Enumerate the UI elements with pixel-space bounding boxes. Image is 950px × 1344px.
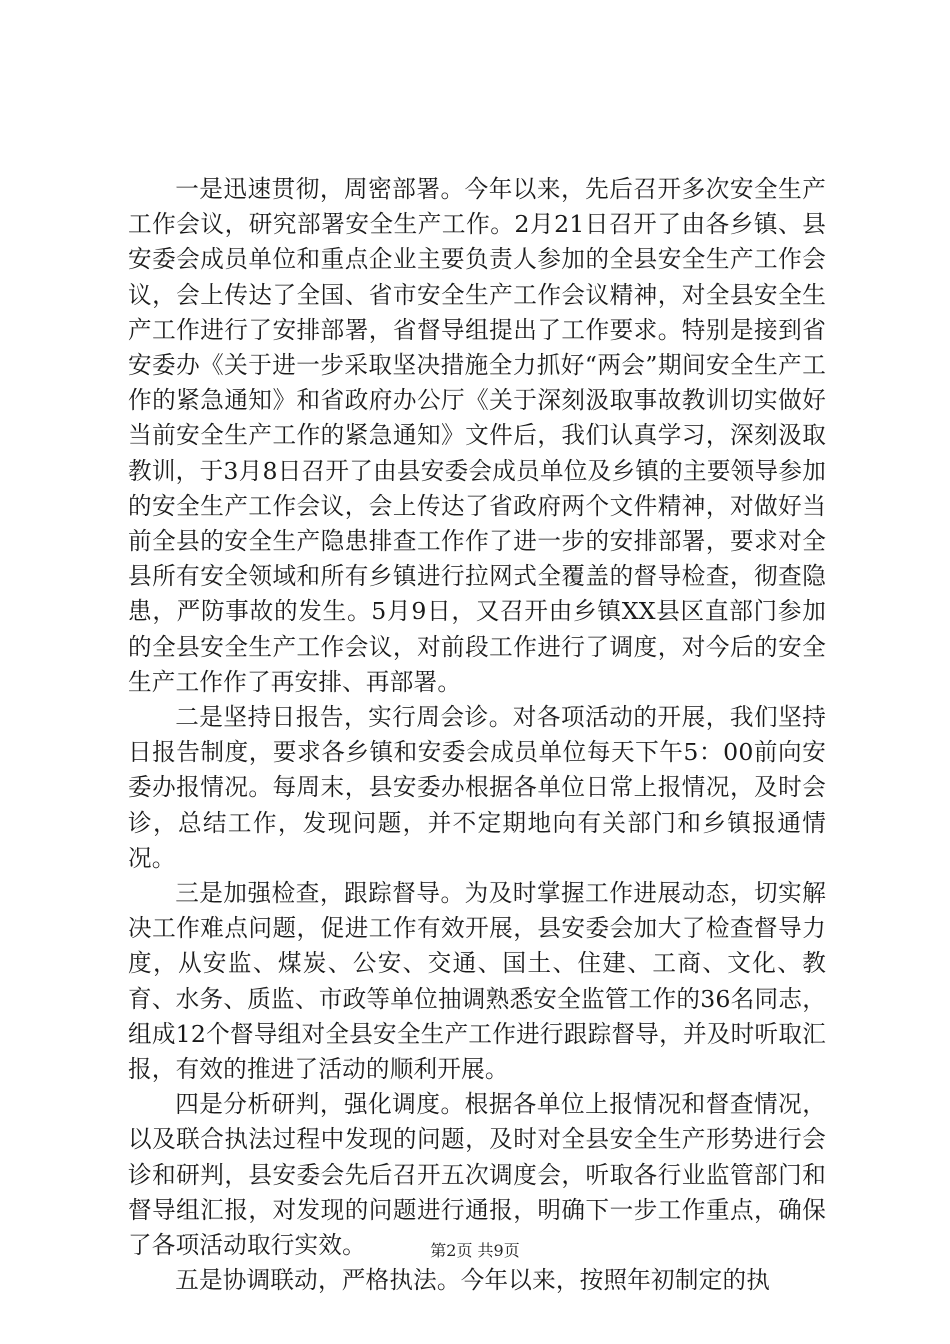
paragraph-5: 五是协调联动，严格执法。今年以来，按照年初制定的执 [175, 1266, 771, 1295]
paragraph-2: 二是坚持日报告，实行周会诊。对各项活动的开展，我们坚持日报告制度，要求各乡镇和安委会成员单位每天下午5：00前向安委办报情况。每周末，县安委办根据各单位日常上报情况，及时会诊，总结工作，发现问题，并不定期地向有关部门和乡镇报通情况。 [128, 703, 826, 872]
paragraph-1: 一是迅速贯彻，周密部署。今年以来，先后召开多次安全生产工作会议，研究部署安全生产工作。2月21日召开了由各乡镇、县安委会成员单位和重点企业主要负责人参加的全县安全生产工作会议，会上传达了全国、省市安全生产工作会议精神，对全县安全生产工作进行了安排部署，省督导组提出了工作要求。特别是接到省安委办《关于进一步采取坚决措施全力抓好“两会”期间安全生产工作的紧急通知》和省政府办公厅《关于深刻汲取事故教训切实做好当前安全生产工作的紧急通知》文件后，我们认真学习，深刻汲取教训，于3月8日召开了由县安委会成员单位及乡镇的主要领导参加的安全生产工作会议，会上传达了省政府两个文件精神，对做好当前全县的安全生产隐患排查工作作了进一步的安排部署，要求对全县所有安全领域和所有乡镇进行拉网式全覆盖的督导检查，彻查隐患，严防事故的发生。5月9日，又召开由乡镇XX县区直部门参加的全县安全生产工作会议，对前段工作进行了调度，对今后的安全生产工作作了再安排、再部署。 [128, 175, 826, 696]
paragraph-3: 三是加强检查，跟踪督导。为及时掌握工作进展动态，切实解决工作难点问题，促进工作有效开展，县安委会加大了检查督导力度，从安监、煤炭、公安、交通、国土、住建、工商、文化、教育、水务、质监、市政等单位抽调熟悉安全监管工作的36名同志，组成12个督导组对全县安全生产工作进行跟踪督导，并及时听取汇报，有效的推进了活动的顺利开展。 [128, 879, 826, 1084]
document-body [128, 172, 826, 1299]
page-footer: 第2页 共9页 [430, 1241, 520, 1260]
paragraph-4: 四是分析研判，强化调度。根据各单位上报情况和督查情况，以及联合执法过程中发现的问题，及时对全县安全生产形势进行会诊和研判，县安委会先后召开五次调度会，听取各行业监管部门和督导组汇报，对发现的问题进行通报，明确下一步工作重点，确保了各项活动取行实效。 [128, 1090, 826, 1260]
